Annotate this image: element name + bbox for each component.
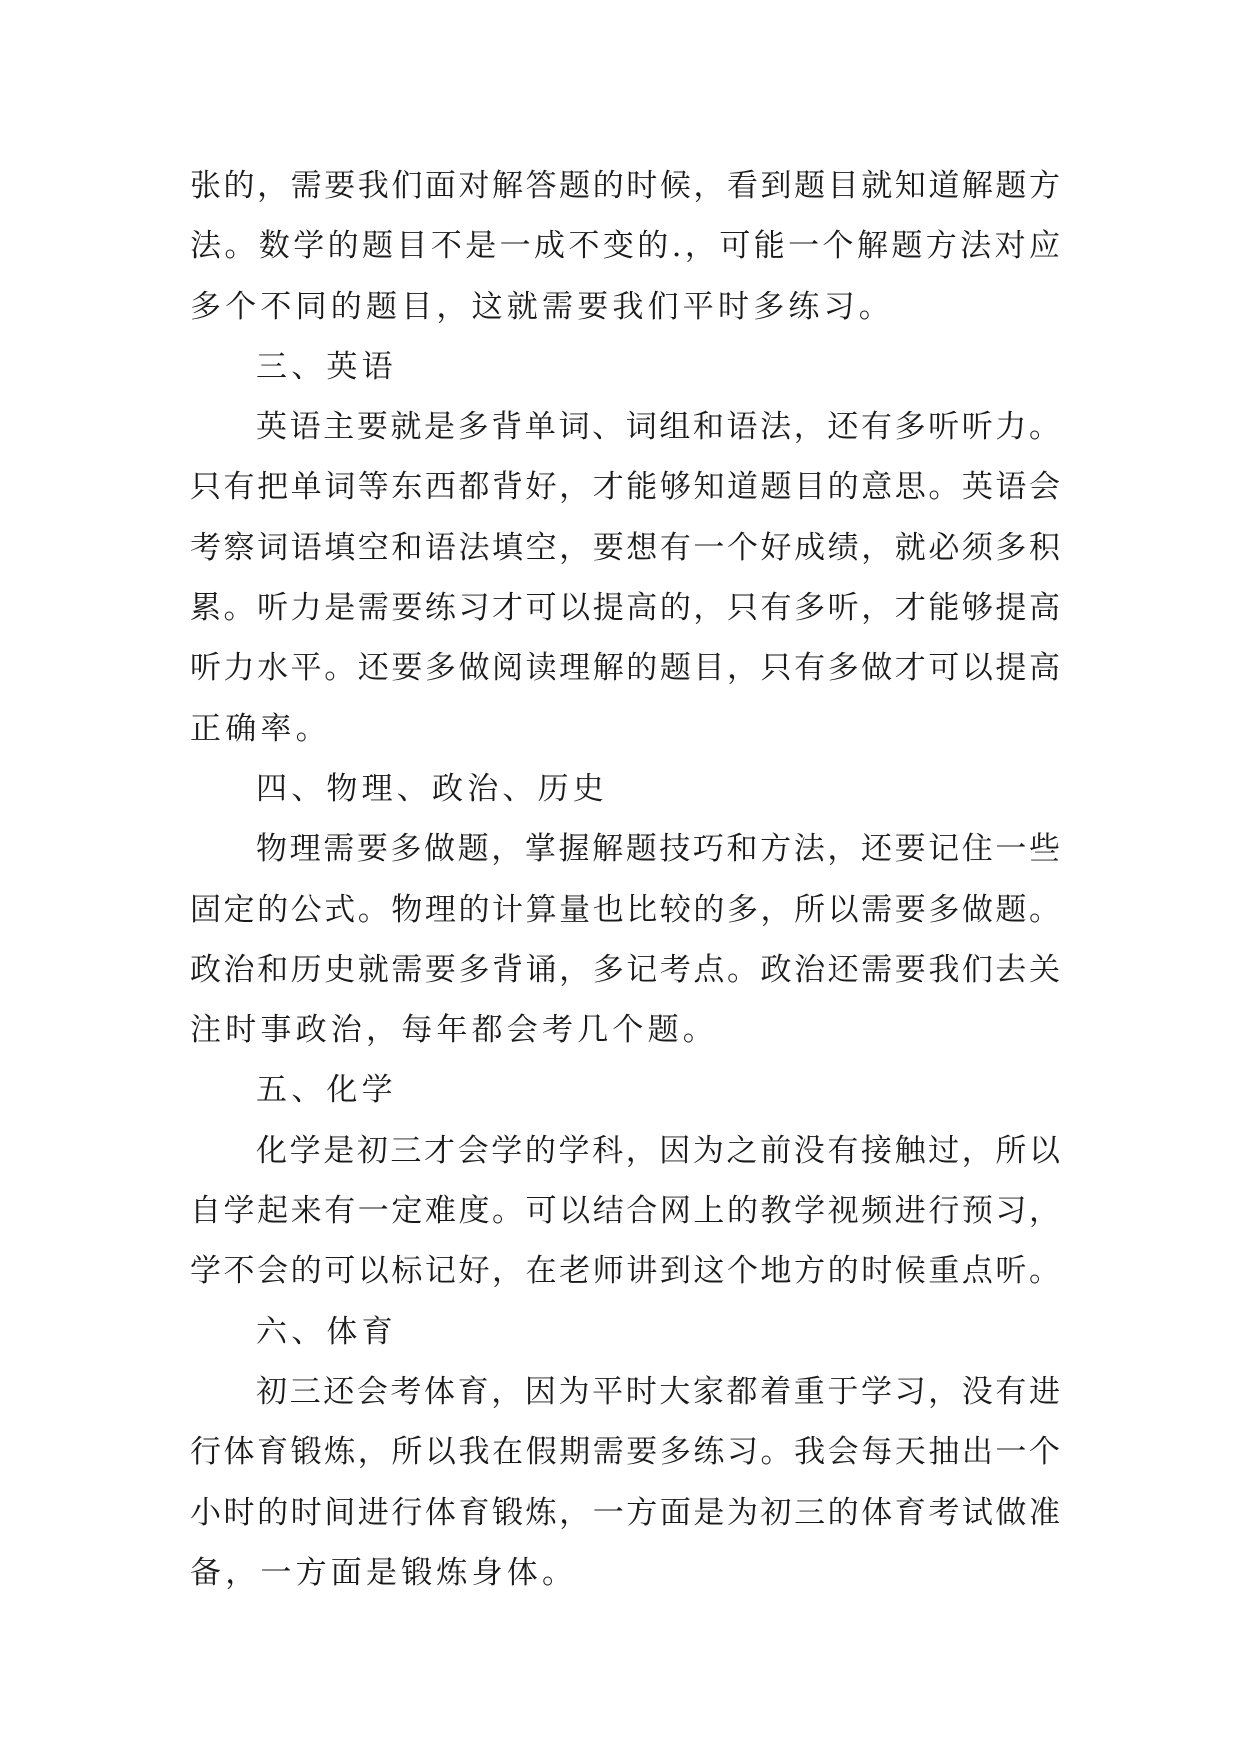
paragraph-line: 注时事政治，每年都会考几个题。 <box>190 1012 718 1049</box>
paragraph-line: 张的，需要我们面对解答题的时候，看到题目就知道解题方 <box>190 168 1060 204</box>
paragraph-line: 英语主要就是多背单词、词组和语法，还有多听听力。 <box>256 409 1060 446</box>
paragraph-line: 自学起来有一定难度。可以结合网上的教学视频进行预习， <box>190 1193 1060 1230</box>
section-heading: 五、化学 <box>256 1072 397 1109</box>
paragraph-line: 正确率。 <box>190 710 331 747</box>
paragraph-line: 听力水平。还要多做阅读理解的题目，只有多做才可以提高 <box>190 650 1060 687</box>
section-heading: 六、体育 <box>256 1313 397 1350</box>
paragraph-line: 学不会的可以标记好，在老师讲到这个地方的时候重点听。 <box>190 1253 1060 1290</box>
paragraph-line: 考察词语填空和语法填空，要想有一个好成绩，就必须多积 <box>190 529 1060 566</box>
paragraph-line: 备，一方面是锻炼身体。 <box>190 1554 578 1591</box>
paragraph-line: 初三还会考体育，因为平时大家都着重于学习，没有进 <box>256 1373 1060 1410</box>
paragraph-line: 小时的时间进行体育锻炼，一方面是为初三的体育考试做准 <box>190 1494 1060 1531</box>
paragraph-line: 固定的公式。物理的计算量也比较的多，所以需要多做题。 <box>190 891 1060 928</box>
paragraph-line: 物理需要多做题，掌握解题技巧和方法，还要记住一些 <box>256 831 1060 868</box>
paragraph-line: 多个不同的题目，这就需要我们平时多练习。 <box>190 288 894 325</box>
section-heading: 三、英语 <box>256 348 397 385</box>
paragraph-line: 累。听力是需要练习才可以提高的，只有多听，才能够提高 <box>190 590 1060 627</box>
paragraph-line: 只有把单词等东西都背好，才能够知道题目的意思。英语会 <box>190 469 1060 506</box>
paragraph-line: 行体育锻炼，所以我在假期需要多练习。我会每天抽出一个 <box>190 1434 1060 1471</box>
paragraph-line: 化学是初三才会学的学科，因为之前没有接触过，所以 <box>256 1132 1060 1169</box>
paragraph-line: 法。数学的题目不是一成不变的.，可能一个解题方法对应 <box>190 228 1060 265</box>
document-body <box>190 156 1060 1603</box>
paragraph-line: 政治和历史就需要多背诵，多记考点。政治还需要我们去关 <box>190 951 1060 988</box>
section-heading: 四、物理、政治、历史 <box>256 770 608 807</box>
